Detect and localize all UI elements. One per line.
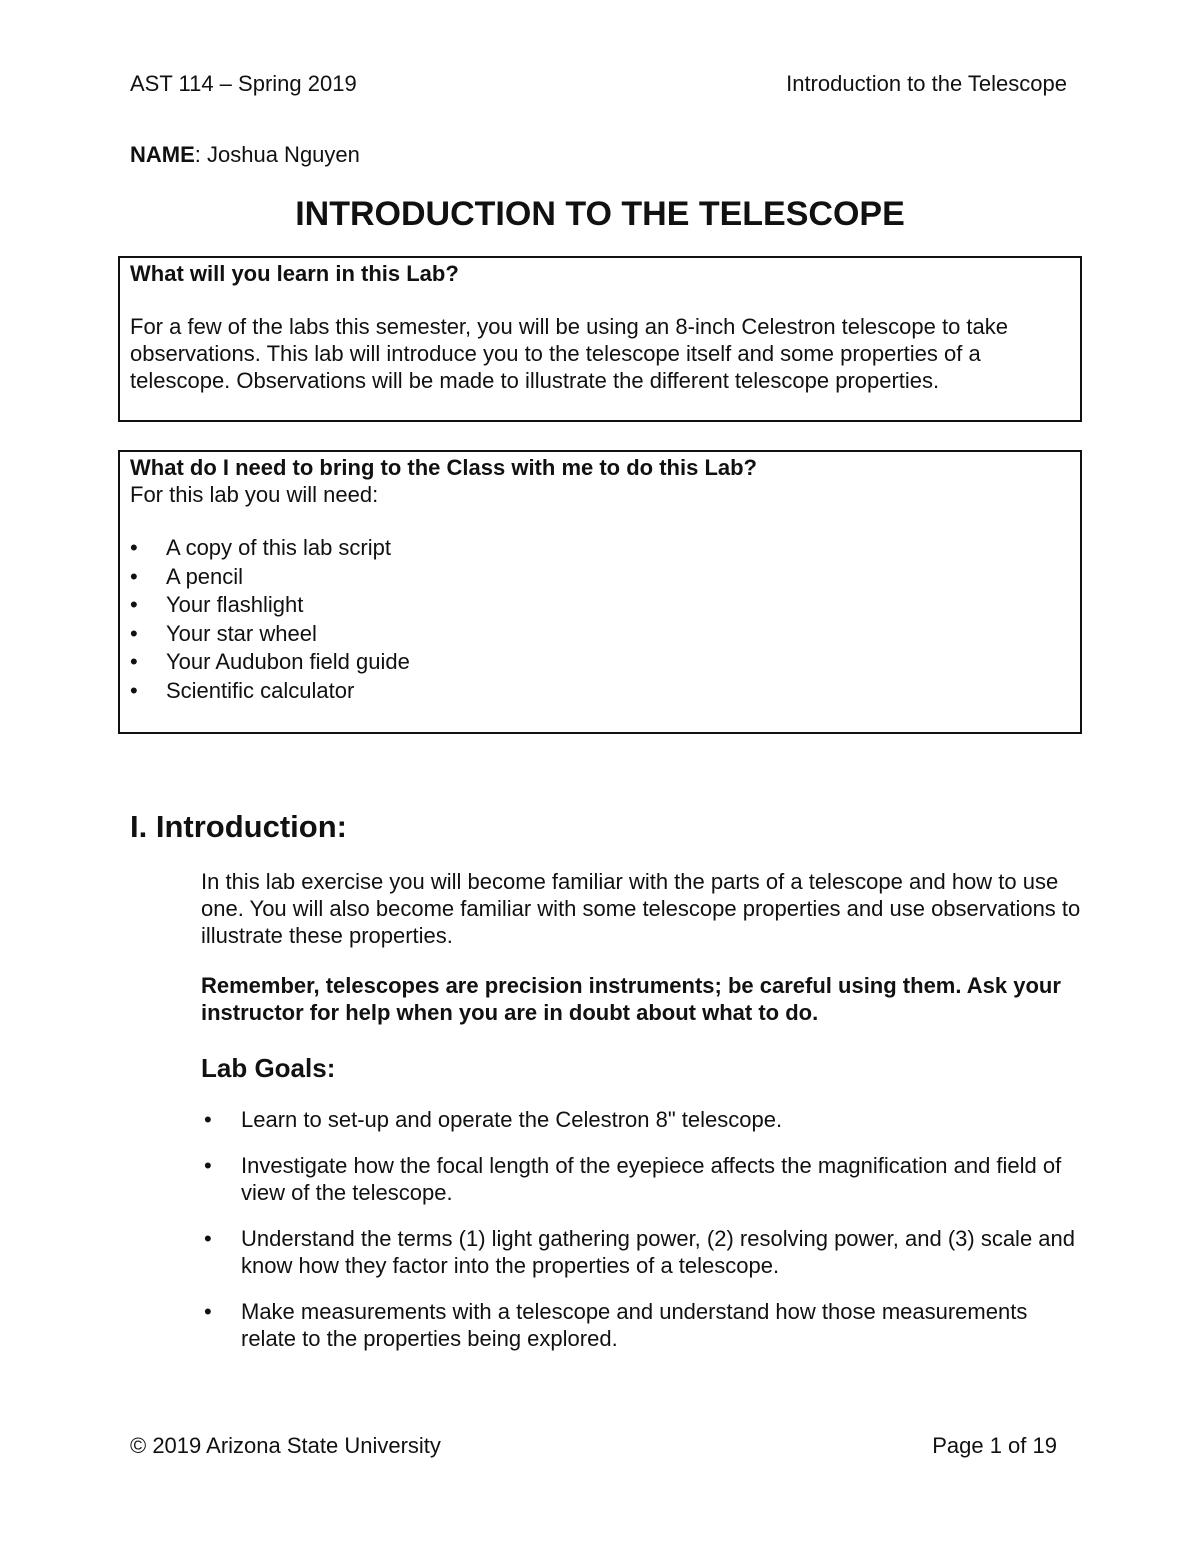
bullet-icon: • (130, 563, 138, 589)
learn-body: For a few of the labs this semester, you will be using an 8-inch Celestron telescope to take observations. This lab will introduce you to the telescope itself and some properties of a telescope. Observations will be made to illustrate the different telescope properties. (130, 314, 1009, 393)
bring-item: • Your flashlight (130, 591, 1070, 620)
bullet-icon: • (204, 1153, 212, 1178)
footer-page-number: Page 1 of 19 (932, 1433, 1057, 1458)
goal-item: • Make measurements with a telescope and understand how those measurements relate to the properties being explored. (204, 1299, 1028, 1351)
bring-box (118, 450, 1082, 734)
bullet-icon: • (130, 535, 138, 560)
goal-item: • Investigate how the focal length of the eyepiece affects the magnification and field of view of the telescope. (204, 1153, 1062, 1205)
bring-question: What do I need to bring to the Class with me to do this Lab? (130, 455, 757, 480)
bring-item: • A pencil (130, 563, 1070, 592)
lab-goals-list (201, 1106, 1081, 1371)
bullet-icon: • (204, 1107, 212, 1132)
header-doc-title: Introduction to the Telescope (786, 71, 1067, 96)
introduction-heading: I. Introduction: (130, 809, 347, 844)
learn-box (118, 256, 1082, 422)
goal-item: • Learn to set-up and operate the Celestron 8" telescope. (204, 1107, 783, 1132)
bullet-icon: • (130, 592, 138, 617)
footer-copyright: © 2019 Arizona State University (130, 1433, 441, 1458)
bring-item: • Your star wheel (130, 620, 1070, 649)
bullet-icon: • (130, 649, 138, 674)
name-label: NAME (130, 142, 195, 167)
bring-item: • Scientific calculator (130, 677, 1070, 706)
learn-question: What will you learn in this Lab? (130, 261, 459, 286)
header-course: AST 114 – Spring 2019 (130, 71, 357, 96)
bullet-icon: • (130, 620, 138, 646)
goal-item: • Understand the terms (1) light gathering power, (2) resolving power, and (3) scale and know how they factor into the properties of a telescope. (204, 1226, 1075, 1278)
bring-intro: For this lab you will need: (130, 482, 379, 507)
name-value: : Joshua Nguyen (194, 142, 360, 167)
student-name-line (130, 141, 360, 169)
bring-item: • Your Audubon field guide (130, 648, 1070, 677)
bullet-icon: • (130, 677, 138, 703)
bullet-icon: • (204, 1226, 212, 1251)
remember-note: Remember, telescopes are precision instruments; be careful using them. Ask your instructor for help when you are in doubt about what to do. (201, 973, 1061, 1025)
introduction-paragraph: In this lab exercise you will become familiar with the parts of a telescope and how to use one. You will also become familiar with some telescope properties and use observations to illustrate these properties. (201, 869, 1081, 948)
lab-goals-heading: Lab Goals: (201, 1053, 336, 1083)
bring-list (130, 534, 1070, 705)
document-title: INTRODUCTION TO THE TELESCOPE (295, 195, 905, 233)
bring-item: • A copy of this lab script (130, 534, 1070, 563)
bullet-icon: • (204, 1299, 212, 1324)
